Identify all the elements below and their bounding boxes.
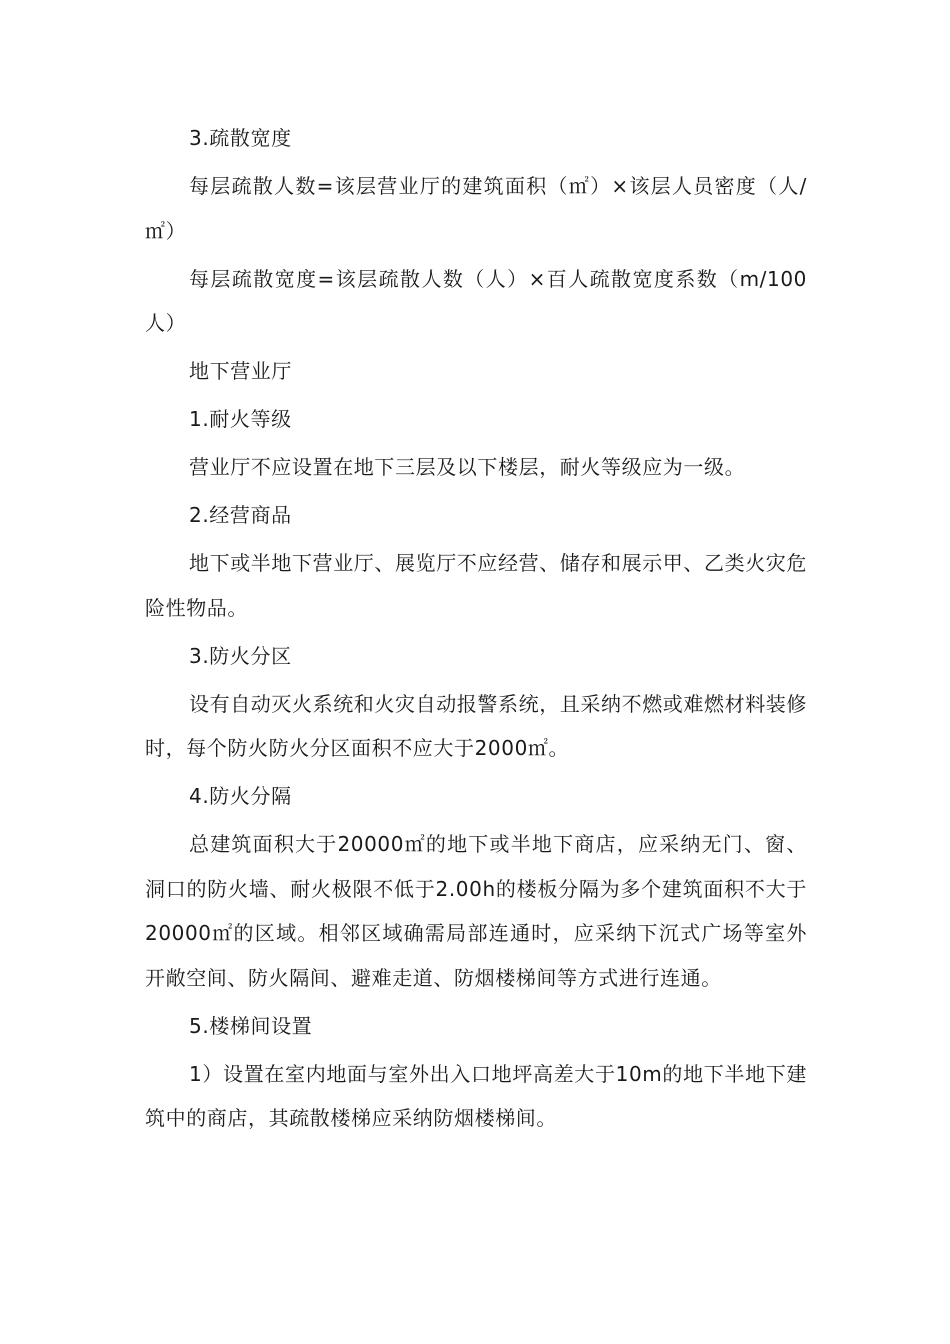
paragraph-fire-separation: 总建筑面积大于20000㎡的地下或半地下商店，应采纳无门、窗、洞口的防火墙、耐火极限不低于2.00h的楼板分隔为多个建筑面积不大于20000㎡的区域。相邻区域确需局部连通时，应采纳下沉式广场等室外开敞空间、防火隔间、避难走道、防烟楼梯间等方式进行连通。	[145, 832, 807, 990]
document-body	[145, 116, 807, 1141]
section-title-underground-hall: 地下营业厅	[189, 359, 292, 383]
paragraph-fire-zone: 设有自动灭火系统和火灾自动报警系统，且采纳不燃或难燃材料装修时，每个防火防火分区面积不应大于2000㎡。	[145, 691, 807, 760]
heading-goods: 2.经营商品	[189, 503, 292, 527]
paragraph-goods: 地下或半地下营业厅、展览厅不应经营、储存和展示甲、乙类火灾危险性物品。	[145, 551, 807, 620]
heading-fire-resistance: 1.耐火等级	[189, 407, 292, 431]
heading-fire-separation: 4.防火分隔	[189, 784, 292, 808]
paragraph-fire-resistance: 营业厅不应设置在地下三层及以下楼层，耐火等级应为一级。	[189, 455, 746, 479]
paragraph-stairwell: 1）设置在室内地面与室外出入口地坪高差大于10m的地下半地下建筑中的商店，其疏散楼梯应采纳防烟楼梯间。	[145, 1061, 807, 1130]
formula-evacuation-width: 每层疏散宽度=该层疏散人数（人）×百人疏散宽度系数（m/100人）	[145, 266, 807, 335]
heading-fire-zone: 3.防火分区	[189, 643, 292, 668]
heading-stairwell: 5.楼梯间设置	[189, 1013, 313, 1038]
formula-evacuation-people: 每层疏散人数=该层营业厅的建筑面积（㎡）×该层人员密度（人/㎡）	[145, 174, 807, 243]
heading-evacuation-width: 3.疏散宽度	[189, 126, 292, 150]
